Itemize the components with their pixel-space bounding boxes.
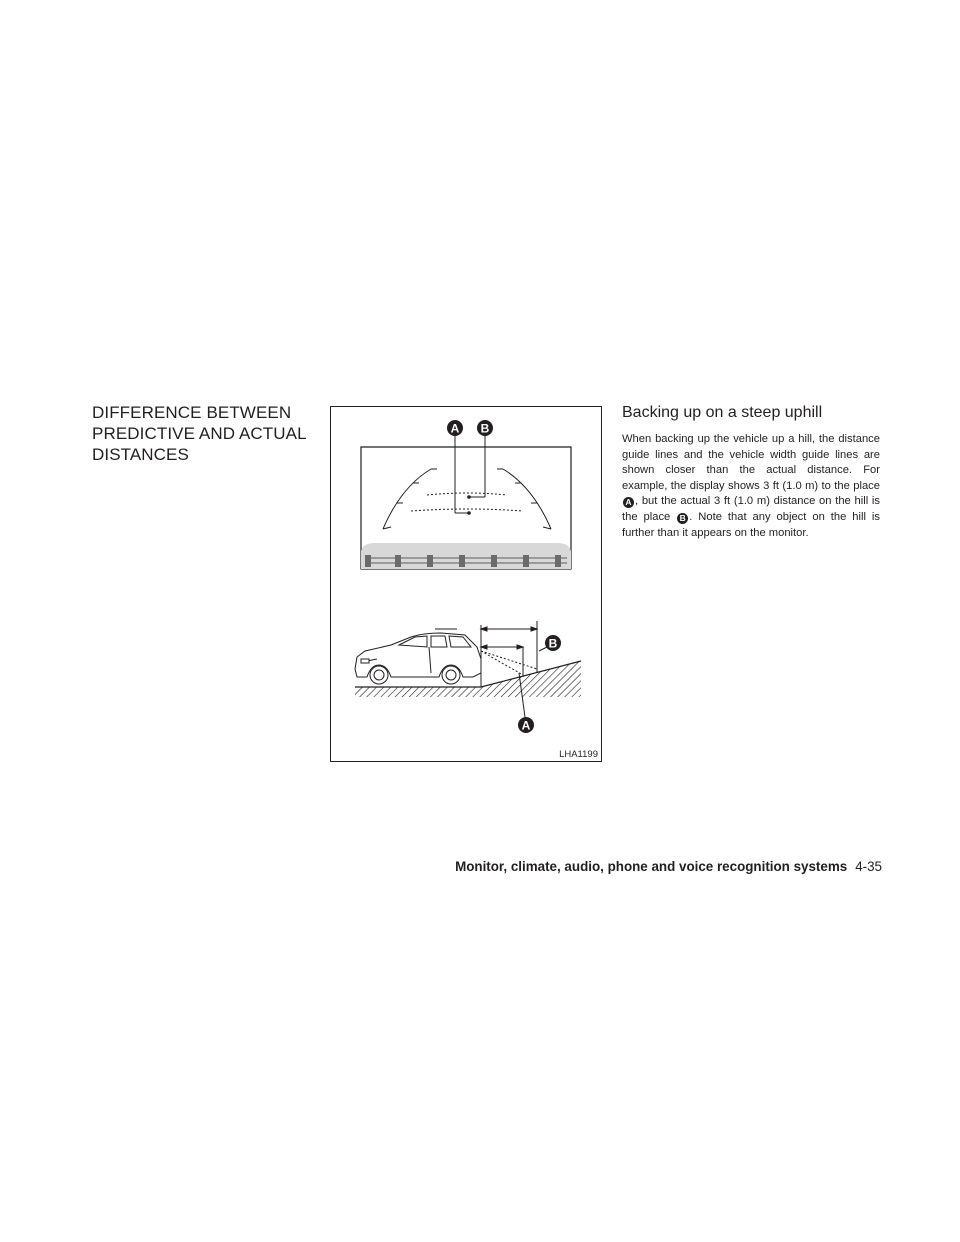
distance-indicators (481, 621, 547, 717)
car-illustration (355, 629, 481, 684)
figure-code: LHA1199 (559, 749, 598, 760)
paragraph-part-3: . Note that any object on the hill is further than it appears on the monitor. (622, 510, 880, 539)
callout-b-bottom (545, 635, 561, 651)
section-title-line-1: DIFFERENCE BETWEEN (92, 403, 292, 422)
svg-text:B: B (548, 636, 558, 651)
section-title-line-2: PREDICTIVE AND ACTUAL (92, 424, 307, 443)
section-title-line-3: DISTANCES (92, 445, 189, 464)
svg-text:A: A (521, 718, 531, 733)
page-number: 4-35 (855, 859, 882, 874)
page-footer (420, 858, 882, 876)
paragraph-part-1: When backing up the vehicle up a hill, the distance guide lines and the vehicle width guide lines are shown closer than the actual distance. For example, the display shows 3 ft (1.0 m) to the place (622, 433, 880, 492)
ref-a-icon: A (623, 497, 634, 508)
chapter-title: Monitor, climate, audio, phone and voice recognition systems (455, 859, 848, 874)
paragraph-part-2: , but the actual 3 ft (1.0 m) distance on the hill is the place (622, 495, 880, 523)
monitor-screen (361, 435, 571, 569)
ref-b-icon: B (677, 513, 688, 524)
svg-text:B: B (480, 421, 490, 436)
callout-a-bottom (518, 717, 534, 733)
subheading: Backing up on a steep uphill (622, 404, 823, 421)
section-title (92, 402, 312, 465)
callout-a-top (447, 420, 463, 436)
svg-text:A: A (450, 421, 460, 436)
callout-b-top (477, 420, 493, 436)
body-paragraph (622, 432, 880, 541)
rear-view-diagram (331, 407, 603, 763)
illustration-figure (330, 406, 602, 762)
